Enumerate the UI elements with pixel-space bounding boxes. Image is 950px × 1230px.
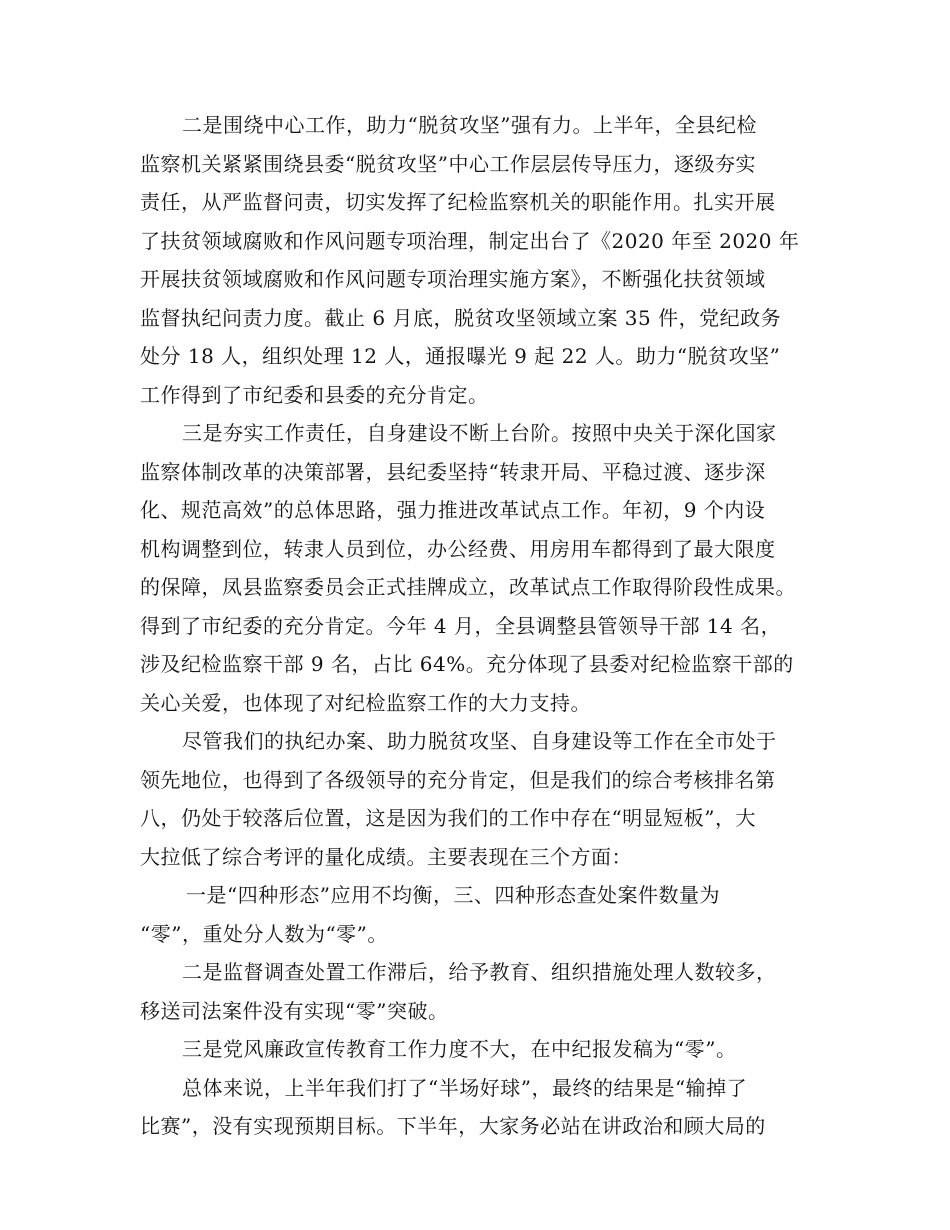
paragraph-line: 监察体制改革的决策部署，县纪委坚持“转隶开局、平稳过渡、逐步深 bbox=[140, 459, 766, 484]
paragraph-line: 三是夯实工作责任，自身建设不断上台阶。按照中央关于深化国家 bbox=[182, 421, 777, 445]
paragraph-line: 二是围绕中心工作，助力“脱贫攻坚”强有力。上半年，全县纪检 bbox=[182, 113, 757, 137]
paragraph-line: 化、规范高效”的总体思路，强力推进改革试点工作。年初，9 个内设 bbox=[140, 498, 766, 522]
paragraph-line: 机构调整到位，转隶人员到位，办公经费、用房用车都得到了最大限度 bbox=[140, 536, 776, 561]
paragraph-line: 尽管我们的执纪办案、助力脱贫攻坚、自身建设等工作在全市处于 bbox=[182, 729, 777, 753]
paragraph-line: 监督执纪问责力度。截止 6 月底，脱贫攻坚领域立案 35 件，党纪政务 bbox=[140, 305, 782, 330]
paragraph-line: 八，仍处于较落后位置，这是因为我们的工作中存在“明显短板”，大 bbox=[140, 806, 756, 830]
paragraph-line: 工作得到了市纪委和县委的充分肯定。 bbox=[140, 382, 489, 407]
paragraph-line: 开展扶贫领域腐败和作风问题专项治理实施方案》，不断强化扶贫领域 bbox=[140, 267, 766, 291]
paragraph-line: 监察机关紧紧围绕县委“脱贫攻坚”中心工作层层传导压力，逐级夯实 bbox=[140, 151, 756, 176]
paragraph-line: 三是党风廉政宣传教育工作力度不大，在中纪报发稿为“零”。 bbox=[182, 1037, 737, 1061]
document-body bbox=[140, 106, 830, 1146]
paragraph-line: “零”，重处分人数为“零”。 bbox=[140, 921, 388, 946]
paragraph-line: 责任，从严监督问责，切实发挥了纪检监察机关的职能作用。扎实开展 bbox=[140, 190, 776, 214]
paragraph-line: 二是监督调查处置工作滞后，给予教育、组织措施处理人数较多， bbox=[182, 960, 777, 984]
paragraph-line: 处分 18 人，组织处理 12 人，通报曝光 9 起 22 人。助力“脱贫攻坚” bbox=[140, 344, 781, 368]
paragraph-line: 领先地位，也得到了各级领导的充分肯定，但是我们的综合考核排名第 bbox=[140, 767, 776, 792]
paragraph-line: 得到了市纪委的充分肯定。今年 4 月，全县调整县管领导干部 14 名， bbox=[140, 613, 782, 638]
paragraph-line: 总体来说，上半年我们打了“半场好球”，最终的结果是“输掉了 bbox=[182, 1075, 748, 1100]
paragraph-line: 一是“四种形态”应用不均衡，三、四种形态查处案件数量为 bbox=[186, 883, 720, 907]
paragraph-line: 了扶贫领域腐败和作风问题专项治理，制定出台了《2020 年至 2020 年 bbox=[140, 228, 800, 253]
paragraph-line: 大拉低了综合考评的量化成绩。主要表现在三个方面： bbox=[140, 844, 632, 869]
paragraph-line: 关心关爱，也体现了对纪检监察工作的大力支持。 bbox=[140, 690, 591, 715]
paragraph-line: 涉及纪检监察干部 9 名，占比 64%。充分体现了县委对纪检监察干部的 bbox=[140, 652, 794, 676]
paragraph-line: 的保障，凤县监察委员会正式挂牌成立，改革试点工作取得阶段性成果。 bbox=[140, 575, 796, 599]
paragraph-line: 比赛”，没有实现预期目标。下半年，大家务必站在讲政治和顾大局的 bbox=[140, 1114, 766, 1138]
paragraph-line: 移送司法案件没有实现“零”突破。 bbox=[140, 998, 449, 1023]
